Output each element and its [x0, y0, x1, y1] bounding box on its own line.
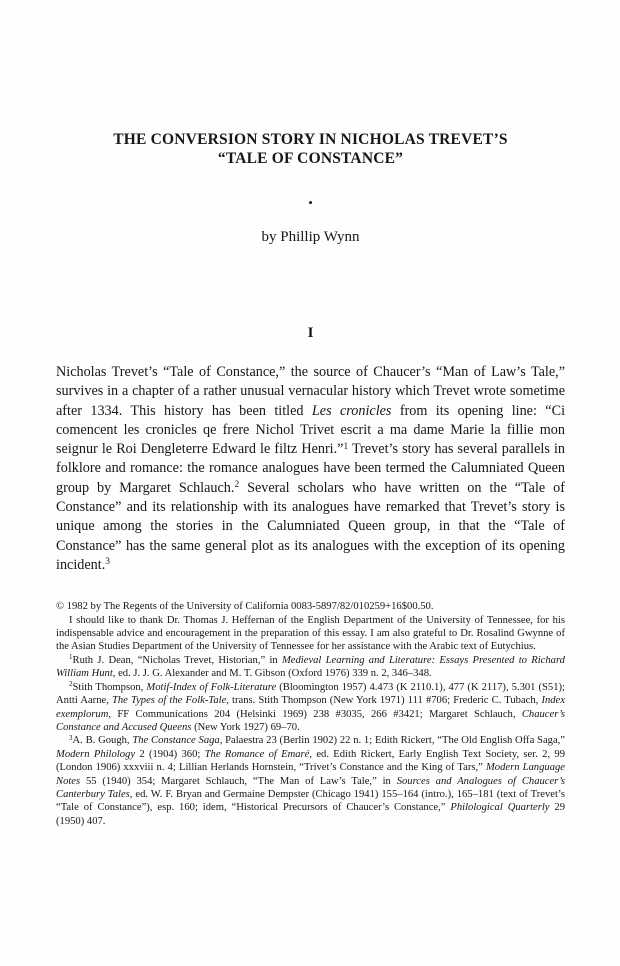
footnotes-block [56, 600, 565, 828]
article-title-line2: “TALE OF CONSTANCE” [217, 150, 404, 167]
article-title-line1: THE CONVERSION STORY IN NICHOLAS TREVET’S [113, 131, 508, 148]
footnote-1: $^1$Ruth J. Dean, “Nicholas Trevet, Historian,” in Medieval Learning and Literature: Essays Presented to Richard William Hunt, ed. J. J. G. Alexander and M. T. Gibson (Oxford 1976) 339 n. 2, 346–348. [56, 653, 565, 680]
body-paragraph: Nicholas Trevet’s “Tale of Constance,” the source of Chaucer’s “Man of Law’s Tale,” survives in a chapter of a rather unusual vernacular history which Trevet wrote sometime after 1334. This history has been titled Les cronicles from its opening line: “Ci comencent les cronicles qe frere Nichol Trivet escrit a ma dame Marie la fillie mon seignur le Roi Dengleterre Edward le filtz Henri.”$^1$ Trevet’s story has several parallels in folklore and romance: the romance analogues have been termed the Calumniated Queen group by Margaret Schlauch.$^2$ Several scholars who have written on the “Tale of Constance” and its relationship with its analogues have remarked that Trevet’s story is unique among the stories in the Calumniated Queen group, in that the “Tale of Constance” has the same general plot as its analogues with the exception of its opening incident.$^3$ [56, 364, 566, 573]
acknowledgment-note: I should like to thank Dr. Thomas J. Heffernan of the English Department of the University of Tennessee, for his indispensable advice and encouragement in the preparation of this essay. I am also grateful to Dr. Rosalind Gwynne of the Asian Studies Department of the University of Tennessee for her assistance with the Arabic text of Eutychius. [56, 614, 565, 653]
section-heading-numeral: I [307, 325, 314, 341]
author-byline: by Phillip Wynn [261, 229, 360, 245]
copyright-line: © 1982 by The Regents of the University of California 0083-5897/82/010259+16$00.50. [56, 601, 434, 613]
footnote-2: $^2$Stith Thompson, Motif-Index of Folk-Literature (Bloomington 1957) 4.473 (K 2110.1), 477 (K 2117), 5.301 (S51); Antti Aarne, The Types of the Folk-Tale, trans. Stith Thompson (New York 1971) 111 #706; Frederic C. Tubach, Index exemplorum, FF Communications 204 (Helsinki 1969) 238 #3035, 266 #3421; Margaret Schlauch, Chaucer’s Constance and Accused Queens (New York 1927) 69–70. [56, 680, 565, 733]
page-content [56, 0, 565, 828]
title-separator-bullet: • [308, 195, 313, 210]
article-title [56, 130, 565, 168]
footnote-3: $^3$A. B. Gough, The Constance Saga, Palaestra 23 (Berlin 1902) 22 n. 1; Edith Rickert, “The Old English Offa Saga,” Modern Philology 2 (1904) 360; The Romance of Emaré, ed. Edith Rickert, Early English Text Society, ser. 2, 99 (London 1906) xxxviii n. 4; Lillian Herlands Hornstein, “Trivet’s Constance and the King of Tars,” Modern Language Notes 55 (1940) 354; Margaret Schlauch, “The Man of Law’s Tale,” in Sources and Analogues of Chaucer’s Canterbury Tales, ed. W. F. Bryan and Germaine Dempster (Chicago 1941) 155–164 (intro.), 165–181 (text of Trevet’s “Tale of Constance”), esp. 160; idem, “Historical Precursors of Chaucer’s Constance,” Philological Quarterly 29 (1950) 407. [56, 733, 566, 827]
